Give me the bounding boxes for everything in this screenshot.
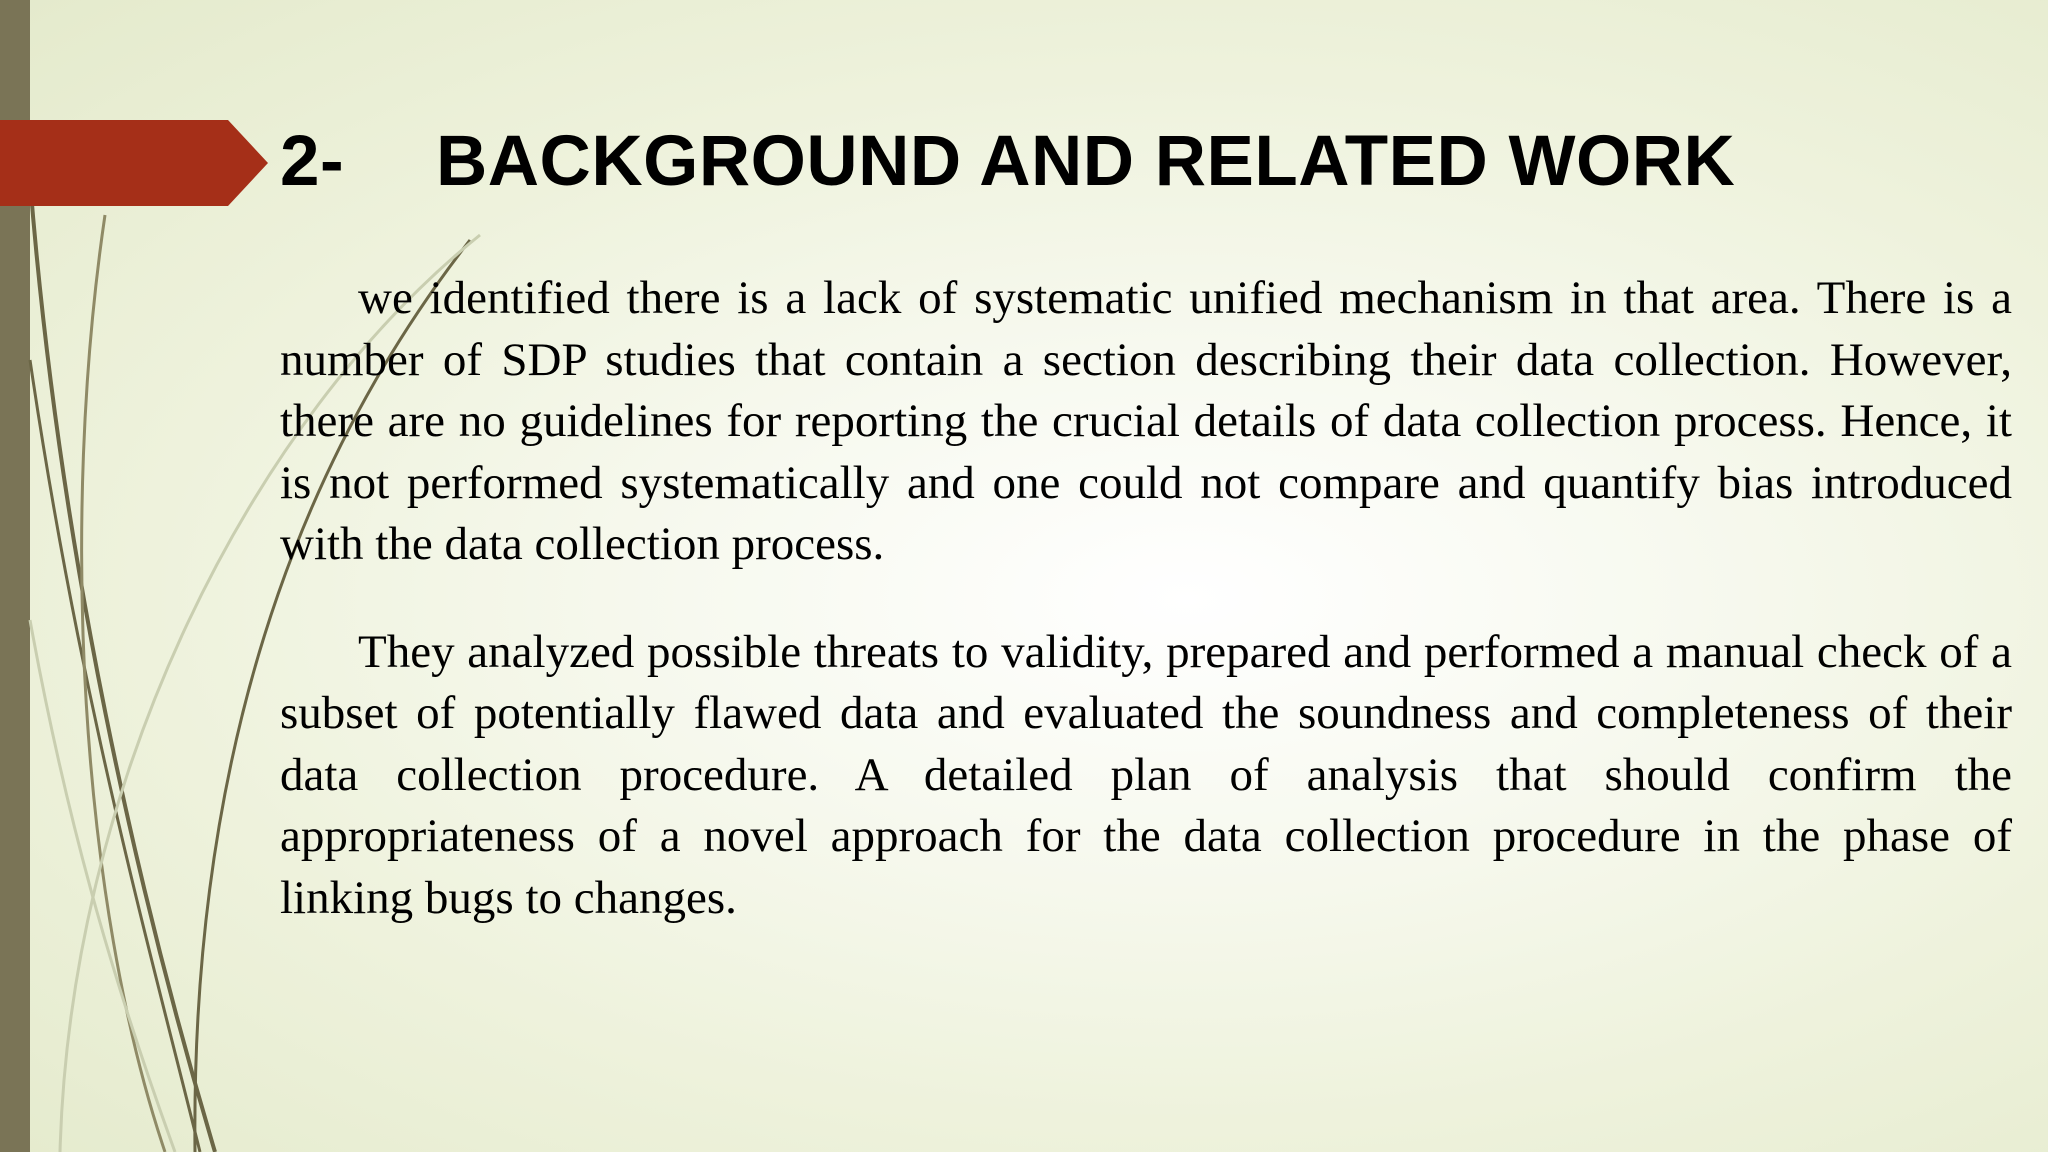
title-arrow-shape <box>0 120 268 206</box>
slide-title <box>280 112 1735 212</box>
title-text: BACKGROUND AND RELATED WORK <box>436 122 1736 201</box>
title-number: 2- <box>280 122 345 201</box>
body-paragraph-1: we identified there is a lack of systematic unified mechanism in that area. There is a number of SDP studies that contain a section describing their data collection. However, there are no guidelines for reporting the crucial details of data collection process. Hence, it is not performed systematically and one could not compare and quantify bias introduced with the data collection process. <box>280 272 2012 570</box>
body-paragraph-2: They analyzed possible threats to validity, prepared and performed a manual check of a subset of potentially flawed data and evaluated the soundness and completeness of their data collection procedure. A detailed plan of analysis that should confirm the appropriateness of a novel approach for the data collection procedure in the phase of linking bugs to changes. <box>280 625 2012 924</box>
slide-body <box>280 268 2012 929</box>
